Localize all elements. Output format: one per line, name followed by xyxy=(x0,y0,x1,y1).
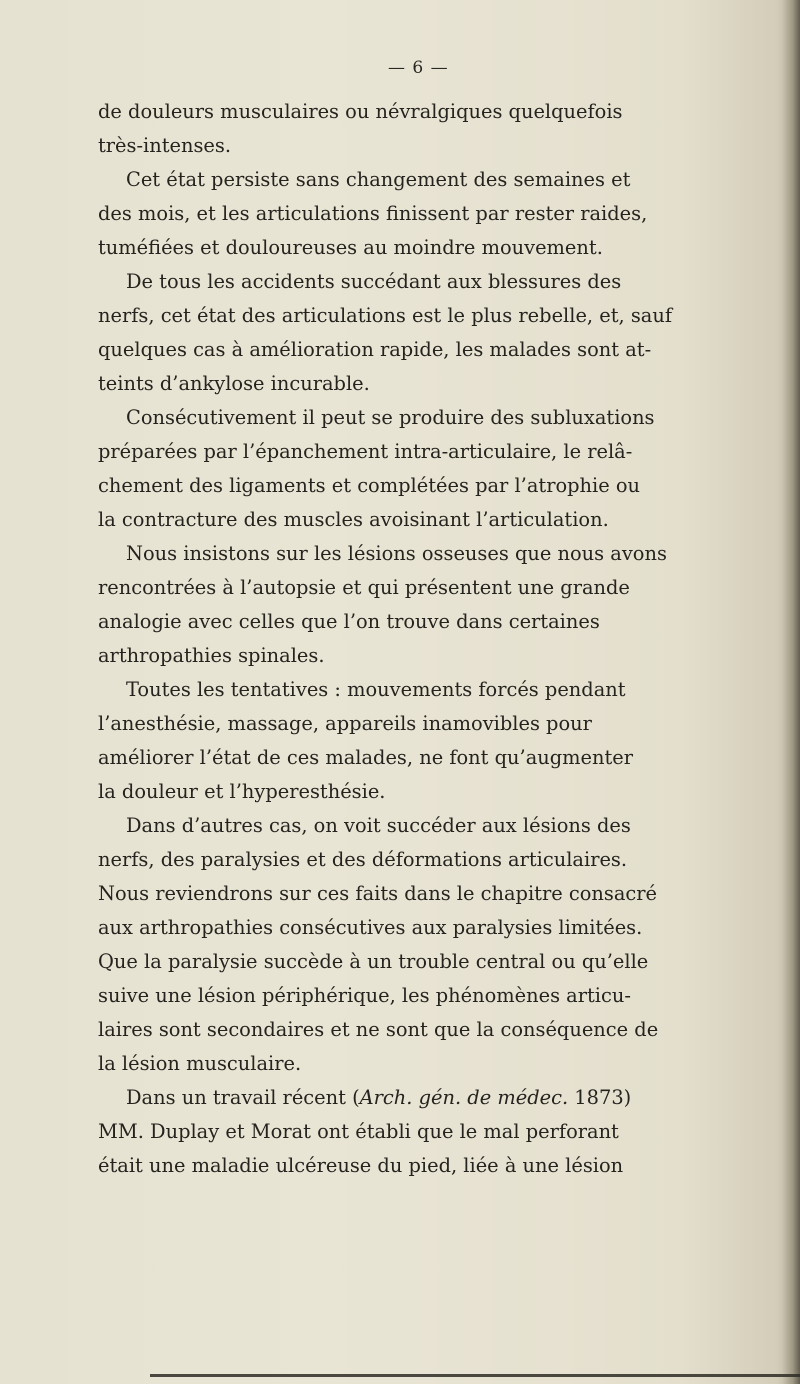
text-line: rencontrées à l’autopsie et qui présentent une grande xyxy=(98,576,630,599)
page-number: — 6 — xyxy=(388,58,449,78)
text-line: Dans d’autres cas, on voit succéder aux lésions des xyxy=(126,814,631,837)
text-line: Que la paralysie succède à un trouble central ou qu’elle xyxy=(98,950,649,973)
text-line: aux arthropathies consécutives aux paralysies limitées. xyxy=(98,916,643,939)
text-line: améliorer l’état de ces malades, ne font qu’augmenter xyxy=(98,746,634,769)
text-line: Cet état persiste sans changement des semaines et xyxy=(126,168,631,191)
text-line: l’anesthésie, massage, appareils inamovibles pour xyxy=(98,712,592,735)
text-line: MM. Duplay et Morat ont établi que le mal perforant xyxy=(98,1120,619,1143)
text-line: Nous reviendrons sur ces faits dans le chapitre consacré xyxy=(98,882,658,905)
text-line: tuméfiées et douloureuses au moindre mouvement. xyxy=(98,236,603,259)
citation-journal: Arch. gén. de médec. xyxy=(359,1086,569,1109)
text-line: de douleurs musculaires ou névralgiques quelquefois xyxy=(98,100,623,123)
text-line-citation xyxy=(98,1081,738,1115)
text-line: laires sont secondaires et ne sont que la conséquence de xyxy=(98,1018,659,1041)
text-line: des mois, et les articulations finissent par rester raides, xyxy=(98,202,648,225)
text-line: De tous les accidents succédant aux blessures des xyxy=(126,270,622,293)
text-line: nerfs, des paralysies et des déformations articulaires. xyxy=(98,848,628,871)
text-line: la lésion musculaire. xyxy=(98,1052,302,1075)
citation-post: 1873) xyxy=(568,1086,632,1109)
text-line: Consécutivement il peut se produire des subluxations xyxy=(126,406,655,429)
body-text xyxy=(98,95,738,1183)
citation-pre: Dans un travail récent ( xyxy=(126,1086,360,1109)
text-line: la douleur et l’hyperesthésie. xyxy=(98,780,386,803)
text-line: teints d’ankylose incurable. xyxy=(98,372,370,395)
text-line: nerfs, cet état des articulations est le plus rebelle, et, sauf xyxy=(98,304,673,327)
text-line: analogie avec celles que l’on trouve dans certaines xyxy=(98,610,600,633)
text-line: préparées par l’épanchement intra-articulaire, le relâ- xyxy=(98,440,633,463)
bottom-rule xyxy=(150,1374,800,1377)
text-line: suive une lésion périphérique, les phénomènes articu- xyxy=(98,984,631,1007)
text-line: Toutes les tentatives : mouvements forcés pendant xyxy=(126,678,626,701)
text-line: la contracture des muscles avoisinant l’articulation. xyxy=(98,508,609,531)
text-line: arthropathies spinales. xyxy=(98,644,325,667)
text-line: chement des ligaments et complétées par l’atrophie ou xyxy=(98,474,641,497)
text-line: Nous insistons sur les lésions osseuses que nous avons xyxy=(126,542,667,565)
page-edge-shadow xyxy=(782,0,800,1384)
text-line: était une maladie ulcéreuse du pied, liée à une lésion xyxy=(98,1154,624,1177)
text-line: quelques cas à amélioration rapide, les malades sont at- xyxy=(98,338,652,361)
text-line: très-intenses. xyxy=(98,134,232,157)
